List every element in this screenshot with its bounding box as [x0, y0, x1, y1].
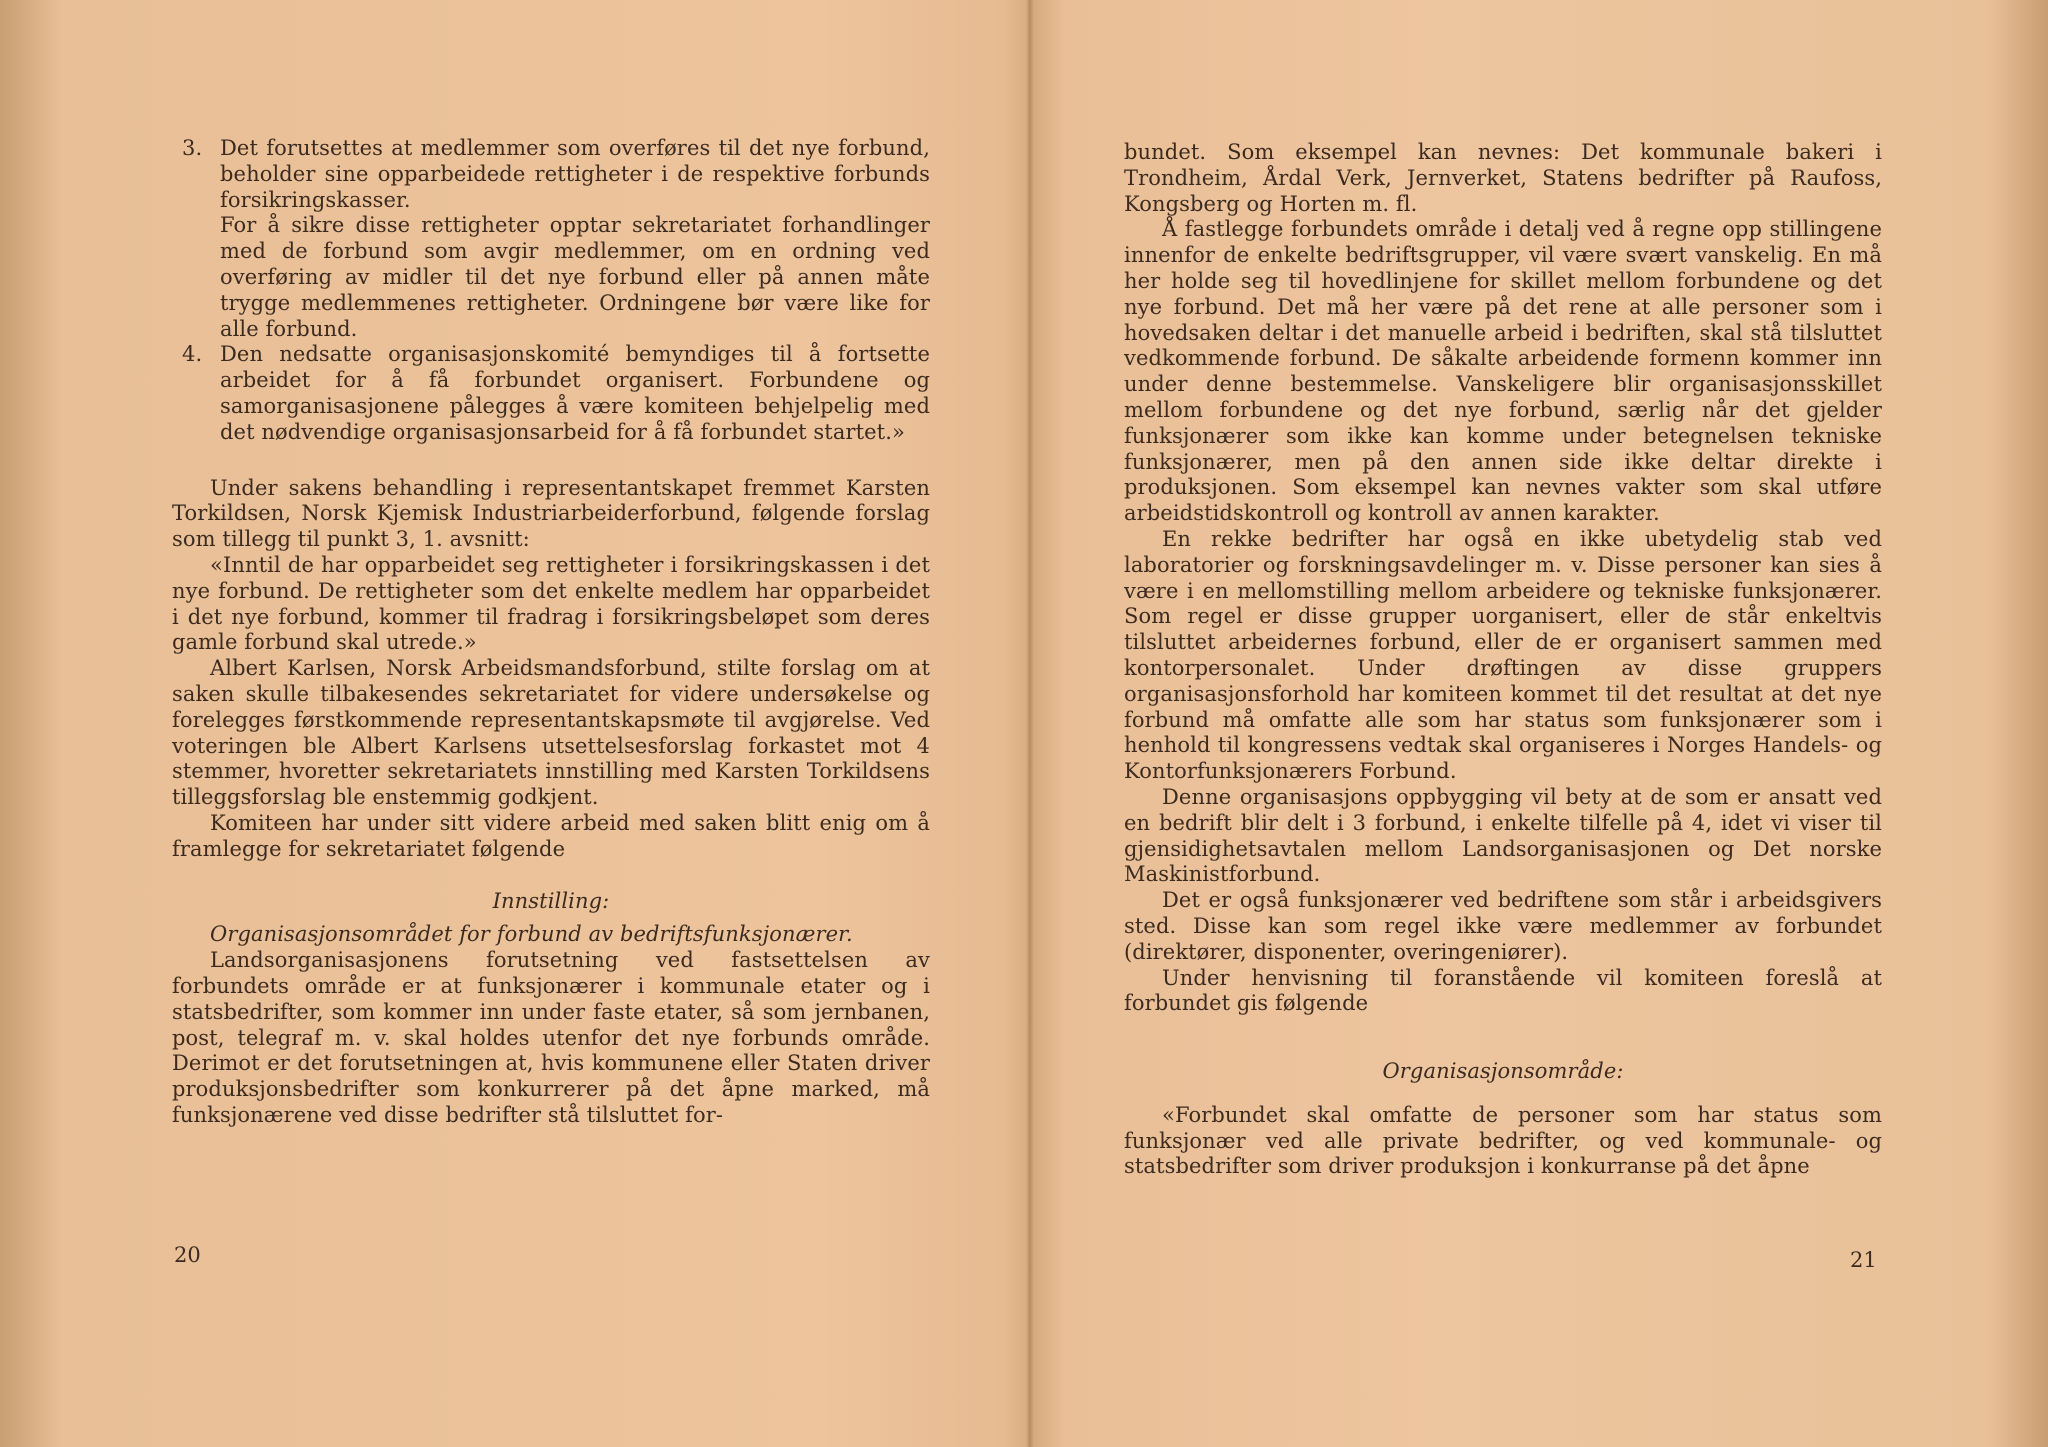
paragraph: Albert Karlsen, Norsk Arbeidsmandsforbund, stilte forslag om at saken skulle tilbakesendes sekretariatet for videre undersøkelse og forelegges førstkommende representantskapsmøte til avgjørelse. Ved voteringen ble Albert Karlsens utsettelsesforslag forkastet mot 4 stemmer, hvoretter sekretariatets innstilling med Karsten Torkildsens tilleggsforslag ble enstemmig godkjent.	[172, 656, 930, 810]
list-item-4	[172, 342, 930, 445]
paragraph: Landsorganisasjonens forutsetning ved fastsettelsen av forbundets område er at funksjonærer i kommunale etater og i statsbedrifter, som kommer inn under faste etater, så som jernbanen, post, telegraf m. v. skal holdes utenfor det nye forbunds område. Derimot er det forutsetningen at, hvis kommunene eller Staten driver produksjonsbedrifter som konkurrerer på det åpne marked, må funksjonærene ved disse bedrifter stå tilsluttet for-	[172, 948, 930, 1127]
section-heading: Organisasjonsområde:	[1382, 1059, 1624, 1084]
paragraph: En rekke bedrifter har også en ikke ubetydelig stab ved laboratorier og forskningsavdelinger m. v. Disse personer kan sies å være i en mellomstilling mellom arbeidere og tekniske funksjonærer. Som regel er disse grupper uorganisert, eller de står enkeltvis tilsluttet arbeidernes forbund, eller de er organisert sammen med kontorpersonalet. Under drøftingen av disse gruppers organisasjonsforhold har komiteen kommet til det resultat at det nye forbund må omfatte alle som har status som funksjonærer som i henhold til kongressens vedtak skal organiseres i Norges Handels- og Kontorfunksjonærers Forbund.	[1124, 526, 1882, 784]
paragraph: «Forbundet skal omfatte de personer som har status som funksjonær ved alle private bedrifter, og ved kommunale- og statsbedrifter som driver produksjon i konkurranse på det åpne	[1124, 1102, 1882, 1179]
paragraph: Under henvisning til foranstående vil komiteen foreslå at forbundet gis følgende	[1124, 965, 1882, 1016]
paragraph: Under sakens behandling i representantskapet fremmet Karsten Torkildsen, Norsk Kjemisk Industriarbeiderforbund, følgende forslag som tillegg til punkt 3, 1. avsnitt:	[172, 475, 930, 552]
right-page-text	[1124, 140, 1882, 1180]
list-number: 3.	[182, 136, 203, 160]
list-item-text: Den nedsatte organisasjonskomité bemyndiges til å fortsette arbeidet for å få forbundet organisert. Forbundene og samorganisasjonene pålegges å være komiteen behjelpelig med det nødvendige organisasjonsarbeid for å få forbundet startet.»	[220, 342, 930, 444]
page-number: 20	[174, 1243, 201, 1267]
section-heading: Innstilling:	[492, 888, 610, 913]
list-item-3	[172, 136, 930, 342]
section-subheading: Organisasjonsområdet for forbund av bedriftsfunksjonærer.	[210, 922, 853, 947]
paragraph: Det er også funksjonærer ved bedriftene som står i arbeidsgivers sted. Disse kan som regel ikke være medlemmer av forbundet (direktører, disponenter, overingeniører).	[1124, 888, 1882, 964]
left-page-text	[172, 136, 930, 1129]
book-gutter	[1026, 0, 1034, 1447]
list-item-text-continued: For å sikre disse rettigheter opptar sekretariatet forhandlinger med de forbund som avgir medlemmer, om en ordning ved overføring av midler til det nye forbund eller på annen måte trygge medlemmenes rettigheter. Ordningene bør være like for alle forbund.	[220, 213, 930, 341]
list-item-text: Det forutsettes at medlemmer som overføres til det nye forbund, beholder sine opparbeidede rettigheter i de respektive forbunds forsikringskasser.	[220, 136, 930, 212]
paragraph: Å fastlegge forbundets område i detalj ved å regne opp stillingene innenfor de enkelte bedriftsgrupper, vil være svært vanskelig. En må her holde seg til hovedlinjene for skillet mellom forbundene og det nye forbund. Det må her være på det rene at alle personer som i hovedsaken deltar i det manuelle arbeid i bedriften, skal stå tilsluttet vedkommende forbund. De såkalte arbeidende formenn kommer inn under denne bestemmelse. Vanskeligere blir organisasjonsskillet mellom forbundene og det nye forbund, særlig når det gjelder funksjonærer som ikke kan komme under betegnelsen tekniske funksjonærer, men på den annen side ikke deltar direkte i produksjonen. Som eksempel kan nevnes vakter som skal utføre arbeidstidskontroll og kontroll av annen karakter.	[1124, 217, 1882, 526]
list-number: 4.	[182, 342, 203, 367]
page-number: 21	[1850, 1248, 1877, 1272]
paragraph: Komiteen har under sitt videre arbeid med saken blitt enig om å framlegge for sekretariatet følgende	[172, 810, 930, 861]
paragraph: «Inntil de har opparbeidet seg rettigheter i forsikringskassen i det nye forbund. De rettigheter som det enkelte medlem har opparbeidet i det nye forbund, kommer til fradrag i forsikringsbeløpet som deres gamle forbund skal utrede.»	[172, 552, 930, 655]
paragraph: bundet. Som eksempel kan nevnes: Det kommunale bakeri i Trondheim, Årdal Verk, Jernverket, Statens bedrifter på Raufoss, Kongsberg og Horten m. fl.	[1124, 140, 1882, 216]
paragraph: Denne organisasjons oppbygging vil bety at de som er ansatt ved en bedrift blir delt i 3 forbund, i enkelte tilfelle på 4, idet vi viser til gjensidighetsavtalen mellom Landsorganisasjonen og Det norske Maskinistforbund.	[1124, 784, 1882, 887]
